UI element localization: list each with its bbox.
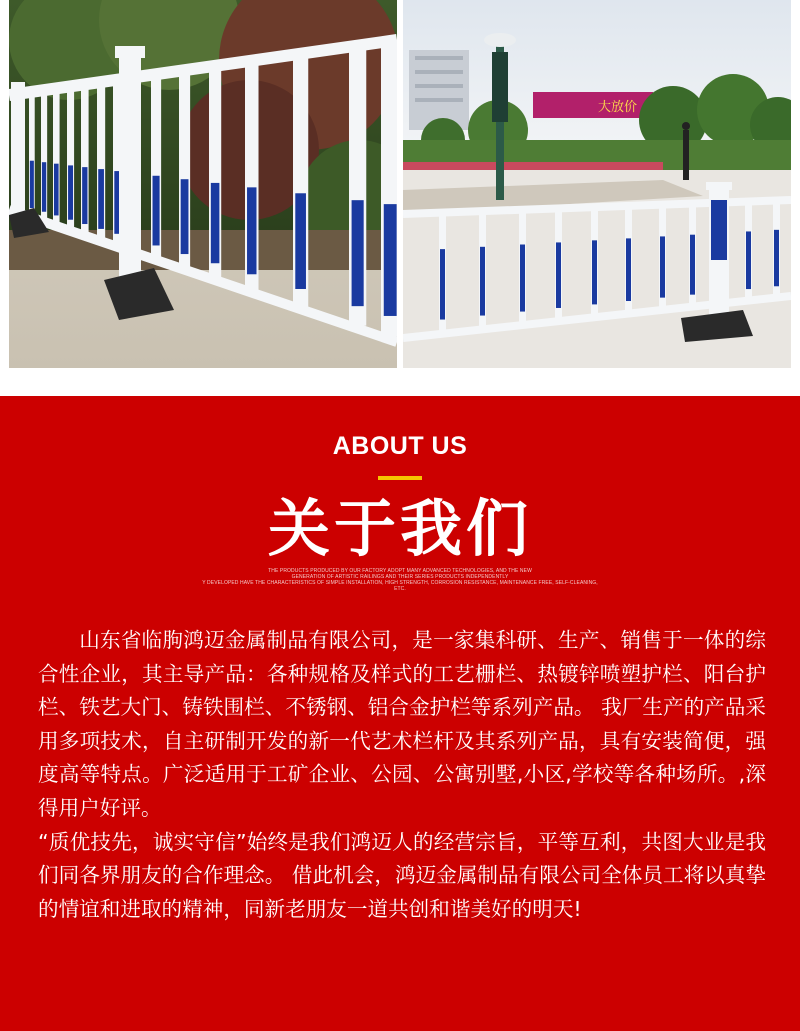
fence-baluster-blue-band	[352, 200, 364, 306]
fence-baluster-blue-band	[98, 169, 104, 229]
fence-baluster-blue-band	[690, 235, 695, 295]
title-accent-line	[378, 476, 422, 480]
about-title-chinese: 关于我们	[267, 492, 532, 565]
fence-post-blue-band	[711, 200, 727, 260]
fine-print-line: THE PRODUCTS PRODUCED BY OUR FACTORY ADOPT MANY ADVANCED TECHNOLOGIES, AND THE NEW	[268, 568, 532, 574]
building	[409, 50, 469, 130]
fence-baluster-blue-band	[774, 230, 779, 286]
fine-print-line: Y DEVELOPED HAVE THE CHARACTERISTICS OF SIMPLE INSTALLATION, HIGH STRENGTH, CORROSION RESISTANCE, MAINTENANCE FREE, SELF-CLEANING, ETC.	[202, 580, 598, 592]
description-paragraph-1: 山东省临朐鸿迈金属制品有限公司，是一家集科研、生产、销售于一体的综合性企业，其主导产品：各种规格及样式的工艺栅栏、热镀锌喷塑护栏、阳台护栏、铁艺大门、铸铁围栏、不锈钢、铝合金护栏等系列产品。 我厂生产的产品采用多项技术，自主研制开发的新一代艺术栏杆及其系列产品，具有安装简便，强度高等特点。广泛适用于工矿企业、公园、公寓别墅,小区,学校等各种场所。,深得用户好评。	[38, 628, 766, 820]
company-description	[38, 624, 766, 926]
fence-baluster-blue-band	[746, 231, 751, 289]
fence-baluster-blue-band	[68, 165, 73, 219]
fence-baluster-blue-band	[384, 204, 397, 316]
fence-baluster-blue-band	[592, 240, 597, 304]
railing-photo-left-image	[9, 0, 397, 368]
fence-post-cap	[115, 46, 145, 58]
fence-baluster-blue-band	[480, 247, 485, 316]
fence-baluster-blue-band	[295, 193, 306, 289]
fence-baluster-blue-band	[556, 242, 561, 308]
fence-baluster-blue-band	[42, 162, 46, 212]
fine-print-line: GENERATION OF ARTISTIC RAILINGS AND THEIR SERIES PRODUCTS INDEPENDENTLY	[291, 574, 509, 580]
billboard-text: 大放价	[598, 100, 638, 115]
railing-photo-left	[9, 0, 397, 368]
about-title-english: ABOUT US	[332, 432, 468, 460]
fine-print	[200, 568, 600, 592]
fence-baluster-blue-band	[181, 179, 189, 254]
fence-baluster-blue-band	[247, 187, 256, 274]
fence-baluster-blue-band	[82, 167, 87, 224]
fence-post	[119, 52, 141, 282]
fence-post-cap	[706, 182, 732, 190]
fence-baluster-blue-band	[211, 183, 220, 263]
fence-baluster-blue-band	[626, 238, 631, 301]
fence-baluster-blue-band	[660, 236, 665, 297]
street-lamp-head	[484, 33, 516, 47]
railing-photo-right	[403, 0, 791, 368]
fence-baluster-blue-band	[54, 164, 59, 216]
fence-baluster-blue-band	[520, 245, 525, 312]
description-paragraph-2: “质优技先，诚实守信”始终是我们鸿迈人的经营宗旨，平等互利，共图大业是我们同各界朋友的合作理念。 借此机会，鸿迈金属制品有限公司全体员工将以真挚的情谊和进取的精神，同新老朋友一道共创和谐美好的明天!	[38, 829, 766, 921]
fence-baluster-blue-band	[30, 161, 34, 208]
fence-post	[11, 82, 25, 212]
pedestrian	[683, 130, 689, 180]
fence-baluster-blue-band	[440, 249, 445, 319]
about-us-section	[0, 396, 800, 1031]
product-photos	[0, 0, 800, 396]
fence-baluster-blue-band	[153, 176, 160, 246]
railing-photo-right-image	[403, 0, 791, 368]
